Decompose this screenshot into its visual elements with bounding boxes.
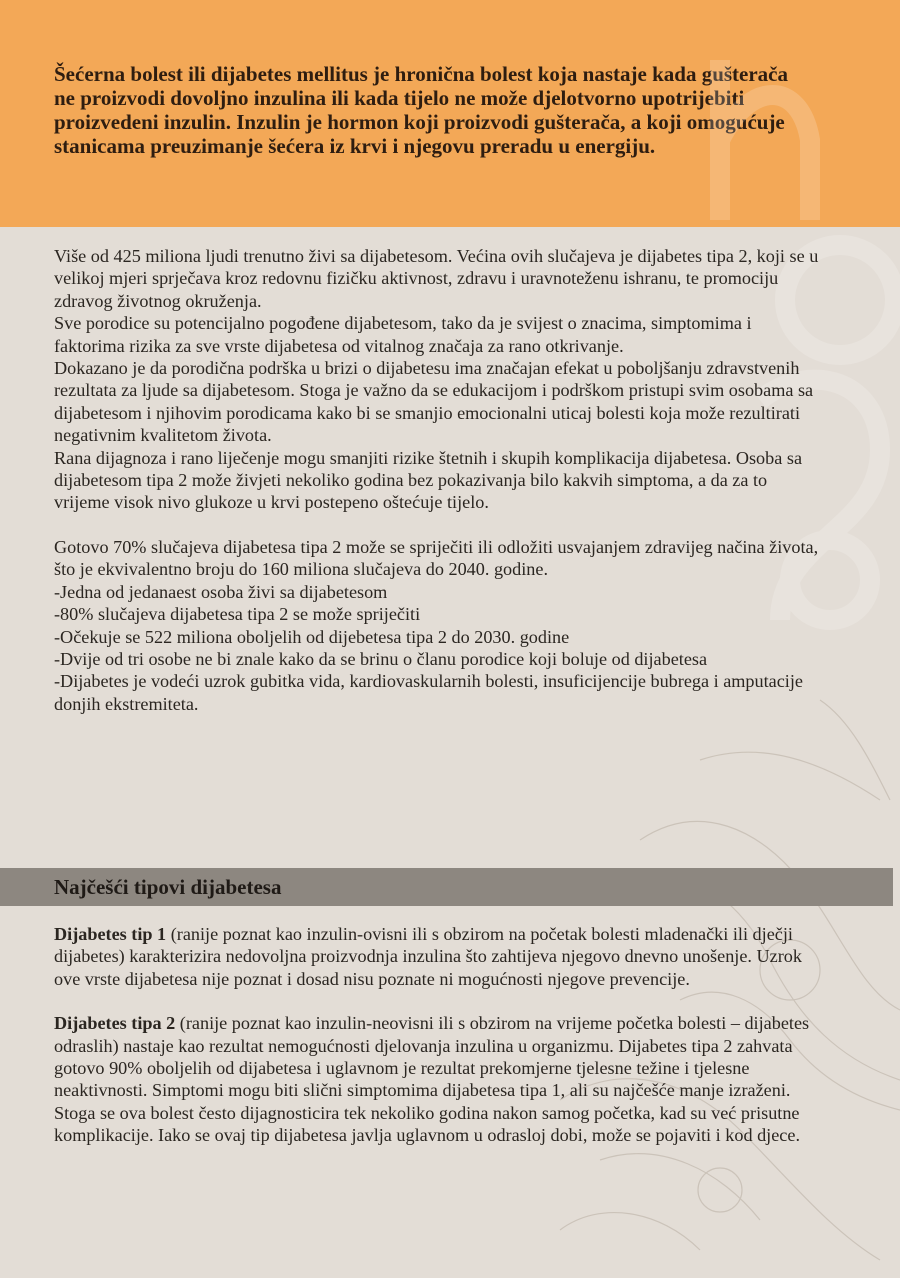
type1-paragraph — [54, 923, 824, 990]
diabetes-types — [54, 923, 824, 1147]
intro-banner — [0, 0, 900, 227]
type2-description: (ranije poznat kao inzulin-neovisni ili s obzirom na vrijeme početka bolesti – dijabetes odraslih) nastaje kao rezultat nemogućnosti djelovanja inzulina u organizmu. Dijabetes tipa 2 zahvata gotovo 90% oboljelih od dijabetesa i uglavnom je rezultat prekomjerne tjelesne težine i tjelesne neaktivnosti. Simptomi mogu biti slični simptomima dijabetesa tipa 1, ali su najčešće manje izraženi. Stoga se ova bolest često dijagnosticira tek nekoliko godina nakon samog početka, kad su već prisutne komplikacije. Iako se ovaj tip dijabetesa javlja uglavnom u odrasloj dobi, može se pojaviti i kod djece. — [54, 1013, 810, 1146]
paragraph: Dokazano je da porodična podrška u brizi o dijabetesu ima značajan efekat u poboljšanju zdravstvenih rezultata za ljude sa dijabetesom. Stoga je važno da se edukacijom i podrškom pristupi svim osobama sa dijabetesom i njihovim porodicama kako bi se smanjio emocionalni uticaj bolesti koja može rezultirati negativnim kvalitetom života. — [54, 358, 814, 446]
type1-term: Dijabetes tip 1 — [54, 924, 167, 944]
fact-item: -80% slučajeva dijabetesa tipa 2 se može spriječiti — [54, 604, 421, 625]
type2-term: Dijabetes tipa 2 — [54, 1013, 176, 1034]
prevention-paragraph: Gotovo 70% slučajeva dijabetesa tipa 2 može se spriječiti ili odložiti usvajanjem zdravijeg načina života, što je ekvivalentno broju do 160 miliona slučajeva do 2040. godine. — [54, 536, 819, 580]
fact-item: -Dijabetes je vodeći uzrok gubitka vida, kardiovaskularnih bolesti, insuficijencije bubrega i amputacije donjih ekstremiteta. — [54, 671, 803, 714]
fact-item: -Dvije od tri osobe ne bi znale kako da se brinu o članu porodice koji boluje od dijabetesa — [54, 648, 708, 669]
paragraph: Više od 425 miliona ljudi trenutno živi sa dijabetesom. Većina ovih slučajeva je dijabetes tipa 2, koji se u velikoj mjeri sprječava kroz redovnu fizičku aktivnost, zdravu i uravnoteženu ishranu, te promociju zdravog životnog okruženja. — [54, 246, 819, 311]
section-header-bar — [0, 868, 893, 906]
paragraph: Sve porodice su potencijalno pogođene dijabetesom, tako da je svijest o znacima, simptomima i faktorima rizika za sve vrste dijabetesa od vitalnog značaja za rano otkrivanje. — [54, 313, 752, 356]
type1-description: (ranije poznat kao inzulin-ovisni ili s obzirom na početak bolesti mladenački ili dječji dijabetes) karakterizira nedovoljna proizvodnja inzulina što zahtijeva njegovo dnevno unošenje. Uzrok ove vrste dijabetesa nije poznat i dosad nisu poznate ni mogućnosti njegove prevencije. — [54, 924, 802, 989]
intro-text: Šećerna bolest ili dijabetes mellitus je hronična bolest koja nastaje kada gušterača ne proizvodi dovoljno inzulina ili kada tijelo ne može djelotvorno upotrijebiti proizvedeni inzulin. Inzulin je hormon koji proizvodi gušterača, a koji omogućuje stanicama preuzimanje šećera iz krvi i njegovu preradu u energiju. — [54, 62, 788, 158]
paragraph: Rana dijagnoza i rano liječenje mogu smanjiti rizike štetnih i skupih komplikacija dijabetesa. Osoba sa dijabetesom tipa 2 može živjeti nekoliko godina bez pokazivanja bilo kakvih simptoma, a da za to vrijeme visok nivo glukoze u krvi postepeno oštećuje tijelo. — [54, 447, 803, 513]
main-text — [54, 245, 824, 715]
section-title: Najčešći tipovi dijabetesa — [54, 875, 282, 899]
fact-item: -Očekuje se 522 miliona oboljelih od dijebetesa tipa 2 do 2030. godine — [54, 626, 570, 647]
type2-paragraph — [54, 1012, 824, 1146]
fact-item: -Jedna od jedanaest osoba živi sa dijabetesom — [54, 581, 388, 602]
